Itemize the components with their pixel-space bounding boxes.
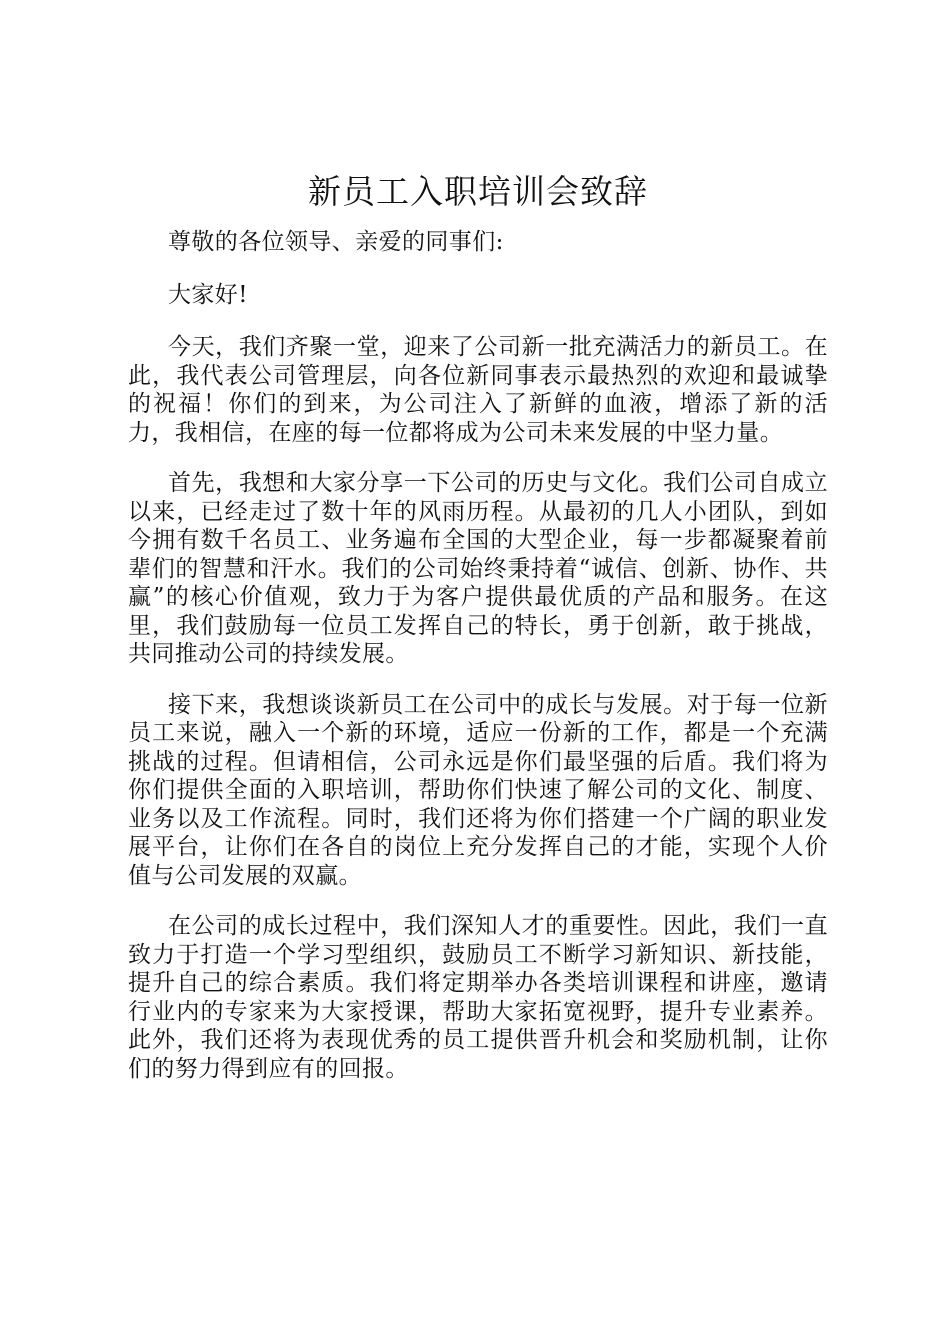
document-title: 新员工入职培训会致辞 bbox=[308, 172, 648, 211]
document-page bbox=[128, 168, 828, 1105]
paragraph-welcome: 今天，我们齐聚一堂，迎来了公司新一批充满活力的新员工。在此，我代表公司管理层，向各位新同事表示最热烈的欢迎和最诚挚的祝福！你们的到来，为公司注入了新鲜的血液，增添了新的活力，我相信，在座的每一位都将成为公司未来发展的中坚力量。 bbox=[128, 334, 828, 446]
paragraph-history-culture: 首先，我想和大家分享一下公司的历史与文化。我们公司自成立以来，已经走过了数十年的风雨历程。从最初的几人小团队，到如今拥有数千名员工、业务遍布全国的大型企业，每一步都凝聚着前辈们的智慧和汗水。我们的公司始终秉持着“诚信、创新、协作、共赢”的核心价值观，致力于为客户提供最优质的产品和服务。在这里，我们鼓励每一位员工发挥自己的特长，勇于创新，敢于挑战，共同推动公司的持续发展。 bbox=[128, 470, 828, 667]
paragraph-talent-learning: 在公司的成长过程中，我们深知人才的重要性。因此，我们一直致力于打造一个学习型组织，鼓励员工不断学习新知识、新技能，提升自己的综合素质。我们将定期举办各类培训课程和讲座，邀请行业内的专家来为大家授课，帮助大家拓宽视野，提升专业素养。此外，我们还将为表现优秀的员工提供晋升机会和奖励机制，让你们的努力得到应有的回报。 bbox=[128, 913, 828, 1082]
salutation: 尊敬的各位领导、亲爱的同事们: bbox=[168, 229, 504, 255]
paragraph-growth-development: 接下来，我想谈谈新员工在公司中的成长与发展。对于每一位新员工来说，融入一个新的环境，适应一份新的工作，都是一个充满挑战的过程。但请相信，公司永远是你们最坚强的后盾。我们将为你们提供全面的入职培训，帮助你们快速了解公司的文化、制度、业务以及工作流程。同时，我们还将为你们搭建一个广阔的职业发展平台，让你们在各自的岗位上充分发挥自己的才能，实现个人价值与公司发展的双赢。 bbox=[128, 691, 828, 889]
greeting: 大家好! bbox=[168, 281, 248, 308]
